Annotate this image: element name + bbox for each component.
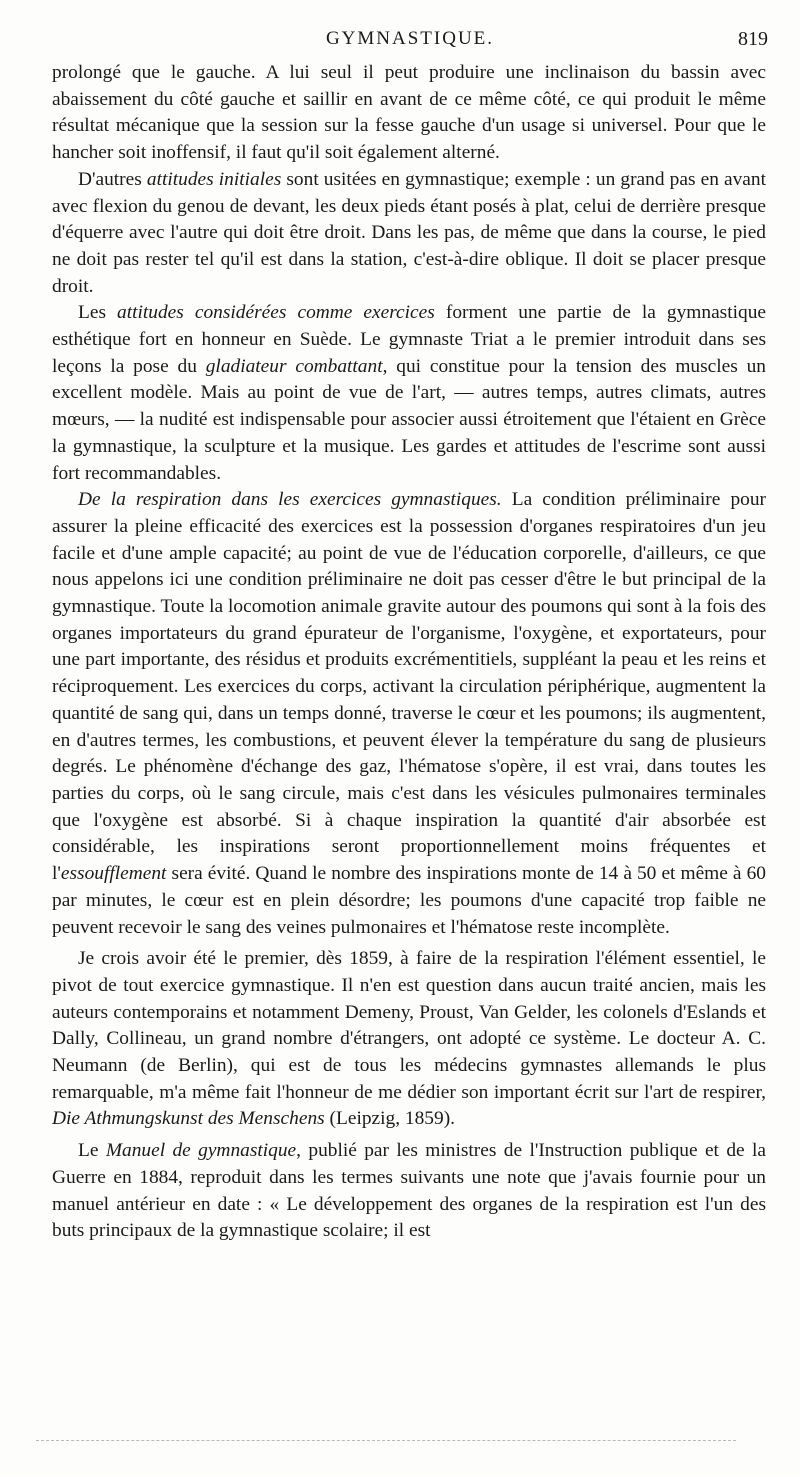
paragraph-5-text: Je crois avoir été le premier, dès 1859, à faire de la respiration l'élément essentiel, le pivot de tout exercice gymnastique. Il n'en est question dans aucun traité ancien, mais les auteurs contemporains et notamment Demeny, Proust, Van Gelder, les colonels d'Eslands et Dally, Collineau, un grand nombre d'étrangers, ont adopté ce système. Le docteur A. C. Neumann (de Berlin), qui est de tous les médecins gymnastes allemands le plus remarquable, m'a même fait l'honneur de me dédier son important écrit sur l'art de respirer, bbox=[52, 948, 766, 1103]
page-header bbox=[52, 28, 768, 54]
paragraph-2-text-2: sont usitées en gymnastique; exemple : un grand pas en avant avec flexion du genou de devant, les deux pieds étant posés à plat, celui de derrière presque d'équerre avec l'autre qui doit être droit. Dans les pas, de même que dans la course, le pied ne doit pas rester tel qu'il est dans la station, c'est-à-dire oblique. Il doit se placer presque droit. bbox=[52, 168, 766, 297]
paragraph-3-text-2: forment une partie de la gymnastique esthétique fort en honneur en Suède. Le gymnaste Triat a le premier introduit dans ses leçons la pose du bbox=[52, 302, 766, 377]
page-number: 819 bbox=[738, 28, 768, 50]
paragraph-4-text: La condition préliminaire pour assurer la pleine efficacité des exercices est la possession d'organes respiratoires d'un jeu facile et d'une ample capacité; au point de vue de l'éducation corporelle, d'ailleurs, ce que nous appelons ici une condition préliminaire ne doit pas cesser d'être le but principal de la gymnastique. Toute la locomotion animale gravite autour des poumons qui sont à la fois des organes importateurs du grand épurateur de l'organisme, l'oxygène, et exportateurs, pour une part importante, des résidus et produits excrémentitiels, suppléant la peau et les reins et réciproquement. Les exercices du corps, activant la circulation périphérique, augmentent la quantité de sang qui, dans un temps donné, traverse le cœur et les poumons; ils augmentent, en d'autres termes, les combustions, et peuvent élever la température du sang de plusieurs degrés. Le phénomène d'échange des gaz, l'hématose s'opère, il est vrai, dans toutes les parties du corps, où le sang circule, mais c'est dans les vésicules pulmonaires terminales que l'oxygène est absorbé. Si à chaque inspiration la quantité d'air absorbée est considérable, les inspirations seront proportionnellement moins fréquentes et l' bbox=[52, 489, 766, 885]
paragraph-6 bbox=[52, 1138, 766, 1245]
paragraph-3-text: Les bbox=[78, 302, 118, 324]
running-title: GYMNASTIQUE. bbox=[325, 28, 495, 49]
paragraph-6-text-2: , publié par les ministres de l'Instruction publique et de la Guerre en 1884, reproduit dans les termes suivants une note que j'avais fournie pour un manuel antérieur en date : « Le développement des organes de la respiration est l'un des buts principaux de la gymnastique scolaire; il est bbox=[52, 1140, 766, 1242]
paragraph-3-emphasis-2: gladiateur combattant bbox=[205, 355, 383, 377]
paragraph-5 bbox=[52, 946, 766, 1133]
paragraph-3-emphasis: attitudes considérées comme exercices bbox=[117, 302, 435, 324]
paragraph-1-text: prolongé que le gauche. A lui seul il peut produire une inclinaison du bassin avec abaissement du côté gauche et saillir en avant de ce même côté, ce qui produit le même résultat mécanique que la session sur la fesse gauche d'un usage si universel. Pour que le hancher soit inoffensif, il faut qu'il soit également alterné. bbox=[52, 62, 766, 164]
paragraph-6-book-title: Manuel de gymnastique bbox=[105, 1140, 297, 1162]
paragraph-2 bbox=[52, 167, 766, 301]
footer-rule bbox=[36, 1440, 736, 1441]
paragraph-1 bbox=[52, 60, 766, 167]
paragraph-5-text-2: (Leipzig, 1859). bbox=[324, 1108, 455, 1130]
paragraph-3 bbox=[52, 300, 766, 487]
paragraph-2-emphasis: attitudes initiales bbox=[146, 168, 282, 190]
body-text bbox=[52, 60, 766, 1245]
paragraph-4-text-2: sera évité. Quand le nombre des inspirations monte de 14 à 50 et même à 60 par minutes, le cœur est en plein désordre; les poumons d'une capacité trop faible ne peuvent recevoir le sang des veines pulmonaires et l'hématose reste incomplète. bbox=[52, 863, 766, 938]
paragraph-6-text: Le bbox=[78, 1140, 106, 1162]
paragraph-4 bbox=[52, 487, 766, 941]
section-heading-respiration: De la respiration dans les exercices gymnastiques. bbox=[78, 489, 502, 511]
paragraph-4-emphasis: essoufflement bbox=[60, 863, 167, 885]
paragraph-3-text-3: , qui constitue pour la tension des muscles un excellent modèle. Mais au point de vue de l'art, — autres temps, autres climats, autres mœurs, — la nudité est indispensable pour associer aussi étroitement que l'étaient en Grèce la gymnastique, la sculpture et la musique. Les gardes et attitudes de l'escrime sont aussi fort recommandables. bbox=[52, 355, 766, 484]
paragraph-2-text: D'autres bbox=[78, 168, 147, 190]
paragraph-5-book-title: Die Athmungskunst des Menschens bbox=[52, 1108, 325, 1130]
